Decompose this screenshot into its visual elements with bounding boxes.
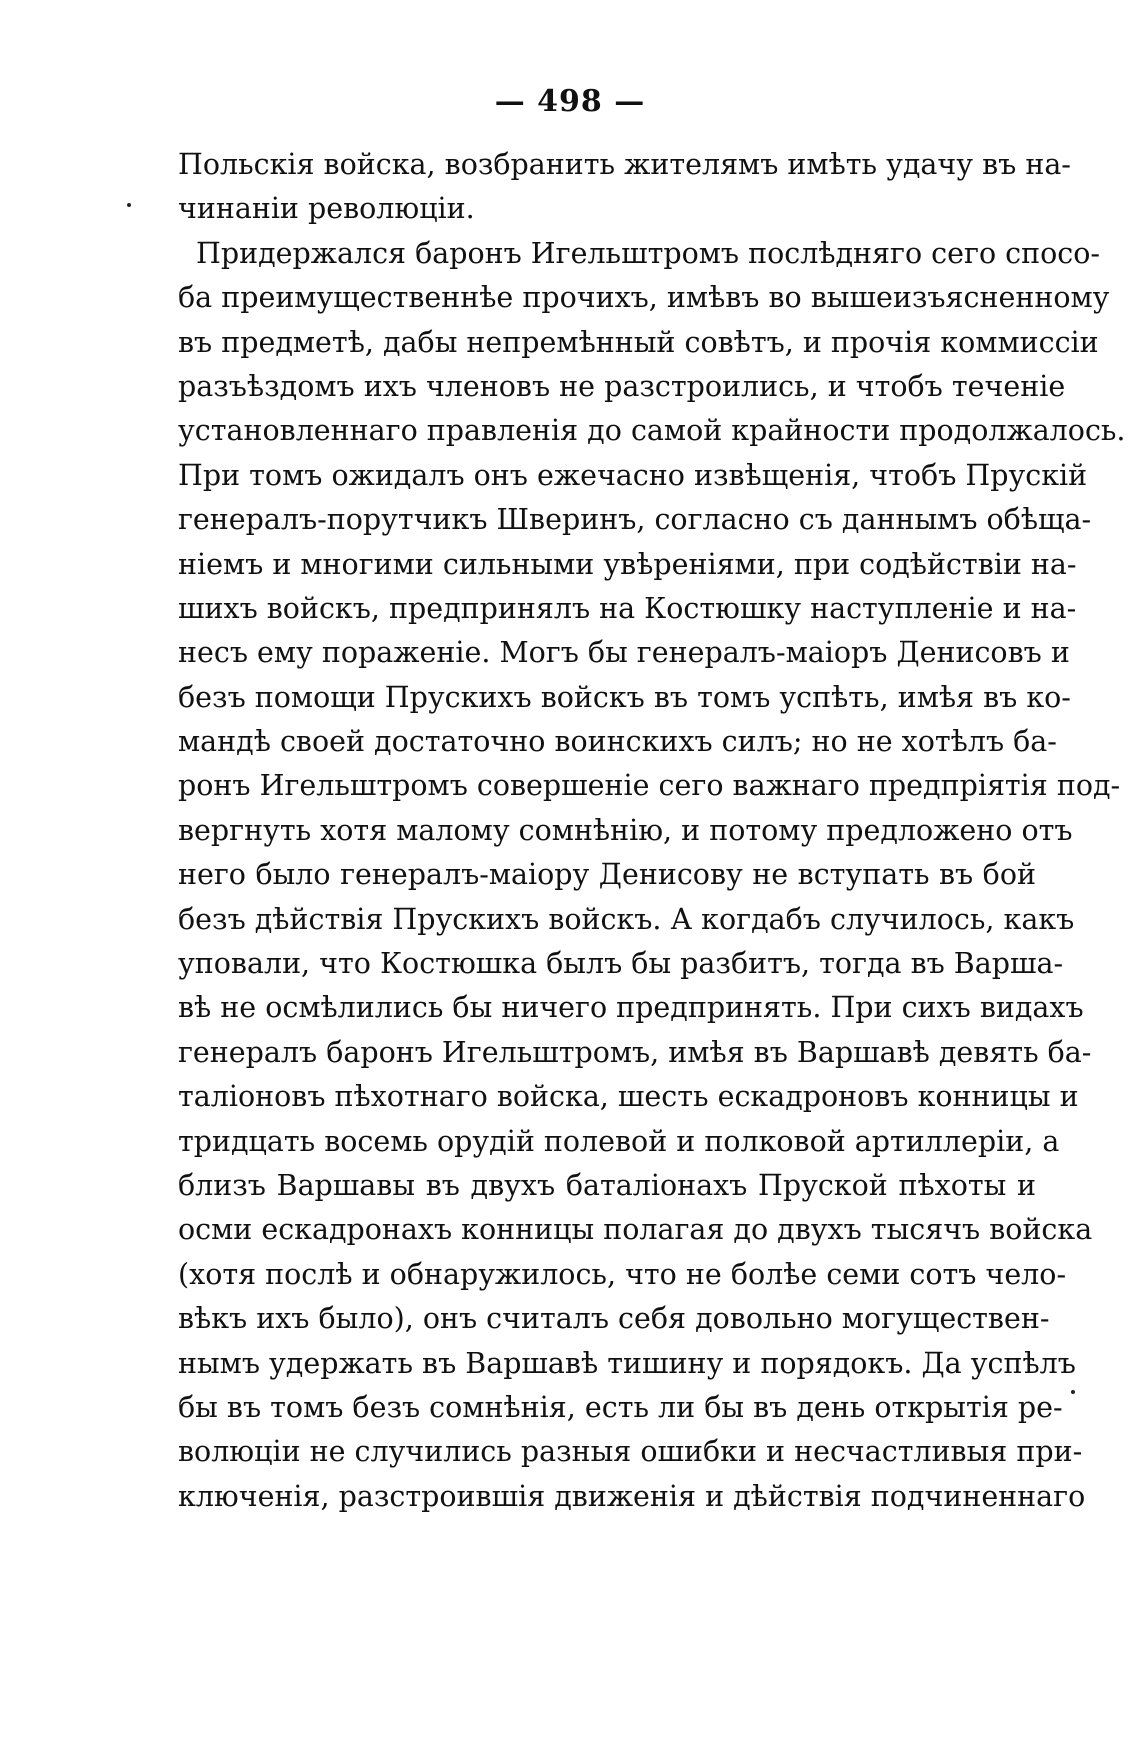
- text-line: безъ дѣйствія Прускихъ войскъ. А когдабъ случилось, какъ: [178, 902, 1075, 936]
- page-number: — 498 —: [494, 84, 646, 119]
- text-line: уповали, что Костюшка былъ бы разбитъ, тогда въ Варша-: [178, 947, 1064, 981]
- text-line: него было генералъ-маіору Денисову не вступать въ бой: [178, 858, 1036, 892]
- text-line: ключенія, разстроившія движенія и дѣйствія подчиненнаго: [178, 1479, 1086, 1513]
- text-line: ніемъ и многими сильными увѣреніями, при содѣйствіи на-: [178, 547, 1077, 581]
- text-line: вѣкъ ихъ было), онъ считалъ себя довольно могуществен-: [178, 1302, 1050, 1336]
- text-line: въ предметѣ, дабы непремѣнный совѣтъ, и прочія коммиссіи: [178, 325, 1099, 359]
- text-line: генералъ баронъ Игельштромъ, имѣя въ Варшавѣ девять ба-: [178, 1035, 1092, 1069]
- text-line: нымъ удержать въ Варшавѣ тишину и порядокъ. Да успѣлъ: [178, 1346, 1076, 1380]
- text-line: осми ескадронахъ конницы полагая до двухъ тысячъ войска: [178, 1213, 1093, 1247]
- text-line: ба преимущественнѣе прочихъ, имѣвъ во вышеизъясненному: [178, 281, 1110, 315]
- text-line: шихъ войскъ, предпринялъ на Костюшку наступленіе и на-: [178, 591, 1077, 625]
- text-line: чинаніи революціи.: [178, 192, 475, 226]
- text-line: мандѣ своей достаточно воинскихъ силъ; но не хотѣлъ ба-: [178, 725, 1057, 759]
- text-line: Польскія войска, возбранить жителямъ имѣть удачу въ на-: [178, 148, 1071, 181]
- text-line: вѣ не осмѣлились бы ничего предпринять. При сихъ видахъ: [178, 991, 1084, 1025]
- text-line: волюціи не случились разныя ошибки и несчастливыя при-: [178, 1435, 1083, 1469]
- text-line: Придержался баронъ Игельштромъ послѣдняго сего спосо-: [196, 236, 1101, 270]
- text-line: При томъ ожидалъ онъ ежечасно извѣщенія, чтобъ Прускій: [178, 458, 1088, 492]
- text-line: несъ ему пораженіе. Могъ бы генералъ-маіоръ Денисовъ и: [178, 636, 1070, 670]
- text-line: близъ Варшавы въ двухъ баталіонахъ Пруской пѣхоты и: [178, 1168, 1036, 1202]
- text-line: ронъ Игельштромъ совершеніе сего важнаго предпріятія под-: [178, 769, 1121, 803]
- text-line: безъ помощи Прускихъ войскъ въ томъ успѣть, имѣя въ ко-: [178, 680, 1071, 714]
- print-speck: [1071, 1390, 1075, 1394]
- text-line: разъѣздомъ ихъ членовъ не разстроились, и чтобъ теченіе: [178, 369, 1066, 403]
- body-text: [178, 143, 1126, 1519]
- text-line: генералъ-порутчикъ Шверинъ, согласно съ даннымъ обѣща-: [178, 503, 1092, 537]
- text-line: установленнаго правленія до самой крайности продолжалось.: [178, 414, 1126, 448]
- text-line: тридцать восемь орудій полевой и полковой артиллеріи, а: [178, 1124, 1060, 1158]
- print-speck: [127, 203, 131, 207]
- text-line: вергнуть хотя малому сомнѣнію, и потому предложено отъ: [178, 813, 1073, 847]
- text-line: (хотя послѣ и обнаружилось, что не болѣе семи сотъ чело-: [178, 1257, 1067, 1291]
- text-line: таліоновъ пѣхотнаго войска, шесть ескадроновъ конницы и: [178, 1080, 1079, 1114]
- text-line: бы въ томъ безъ сомнѣнія, есть ли бы въ день открытія ре-: [178, 1390, 1063, 1424]
